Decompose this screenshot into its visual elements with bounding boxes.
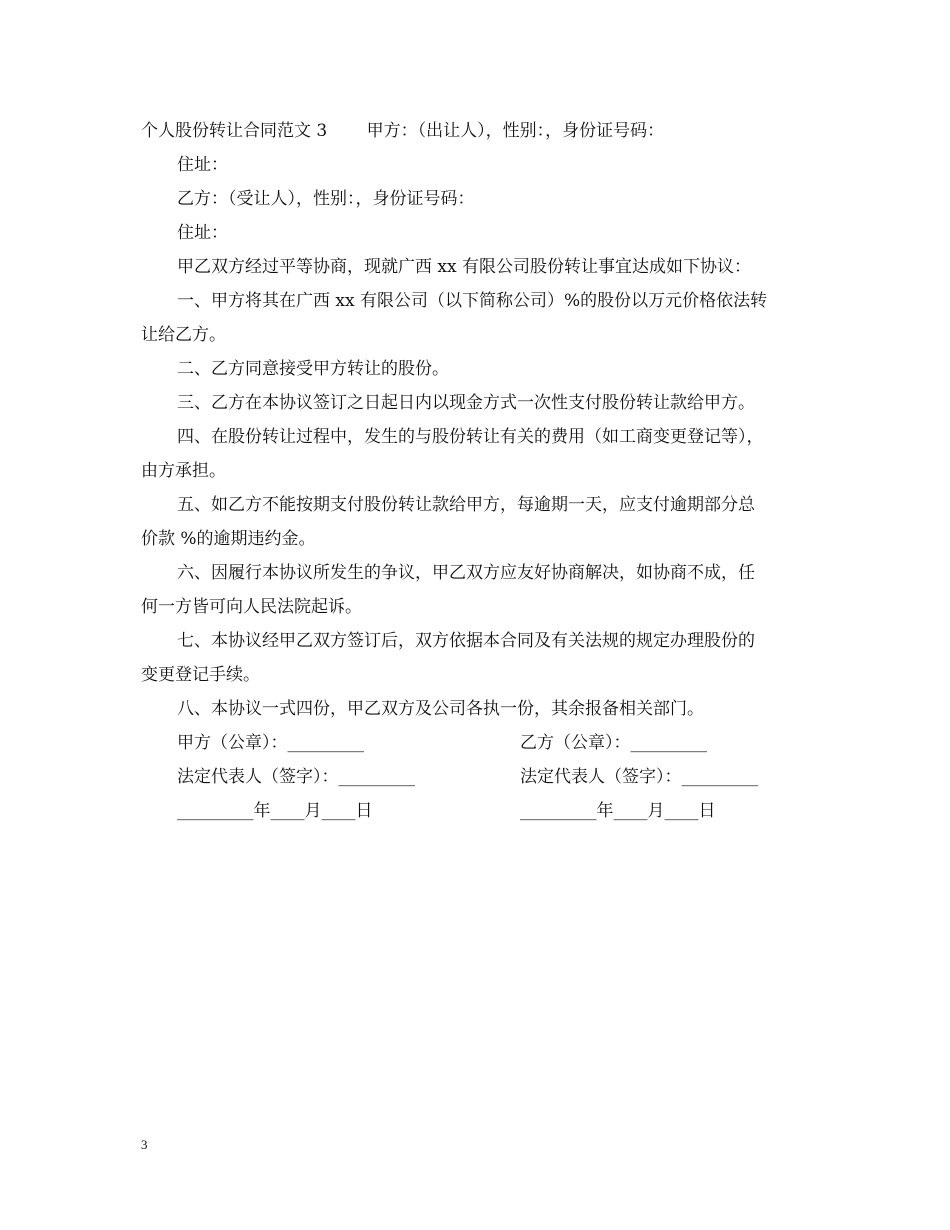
title-line: 个人股份转让合同范文 3 甲方：（出让人），性别：，身份证号码： <box>141 121 665 141</box>
clause-3: 三、乙方在本协议签订之日起日内以现金方式一次性支付股份转让款给甲方。 <box>177 393 755 413</box>
party-b-representative: 法定代表人（签字）：_________ <box>520 767 758 787</box>
clause-4-line-2: 由方承担。 <box>141 461 226 481</box>
clause-5-line-1: 五、如乙方不能按期支付股份转让款给甲方，每逾期一天，应支付逾期部分总 <box>177 495 755 515</box>
party-a-date: _________年____月____日 <box>177 801 373 821</box>
clause-5-line-2: 价款 %的逾期违约金。 <box>141 529 316 549</box>
clause-1-line-2: 让给乙方。 <box>141 325 226 345</box>
party-a-seal: 甲方（公章）：_________ <box>177 733 364 753</box>
party-b-date: _________年____月____日 <box>520 801 716 821</box>
clause-7-line-1: 七、本协议经甲乙双方签订后，双方依据本合同及有关法规的规定办理股份的 <box>177 631 755 651</box>
clause-8: 八、本协议一式四份，甲乙双方及公司各执一份，其余报备相关部门。 <box>177 699 704 719</box>
party-b-line: 乙方：（受让人），性别：，身份证号码： <box>177 189 475 209</box>
party-b-address: 住址： <box>177 223 228 243</box>
clause-1-line-1: 一、甲方将其在广西 xx 有限公司（以下简称公司）%的股份以万元价格依法转 <box>177 291 768 311</box>
party-a-address: 住址： <box>177 155 228 175</box>
page-number: 3 <box>141 1137 148 1152</box>
clause-2: 二、乙方同意接受甲方转让的股份。 <box>177 359 449 379</box>
clause-6-line-1: 六、因履行本协议所发生的争议，甲乙双方应友好协商解决，如协商不成，任 <box>177 563 755 583</box>
clause-4-line-1: 四、在股份转让过程中，发生的与股份转让有关的费用（如工商变更登记等）， <box>177 427 764 447</box>
preamble: 甲乙双方经过平等协商，现就广西 xx 有限公司股份转让事宜达成如下协议： <box>177 257 751 277</box>
clause-7-line-2: 变更登记手续。 <box>141 665 260 685</box>
party-a-representative: 法定代表人（签字）：_________ <box>177 767 415 787</box>
clause-6-line-2: 何一方皆可向人民法院起诉。 <box>141 597 362 617</box>
party-b-seal: 乙方（公章）：_________ <box>520 733 707 753</box>
